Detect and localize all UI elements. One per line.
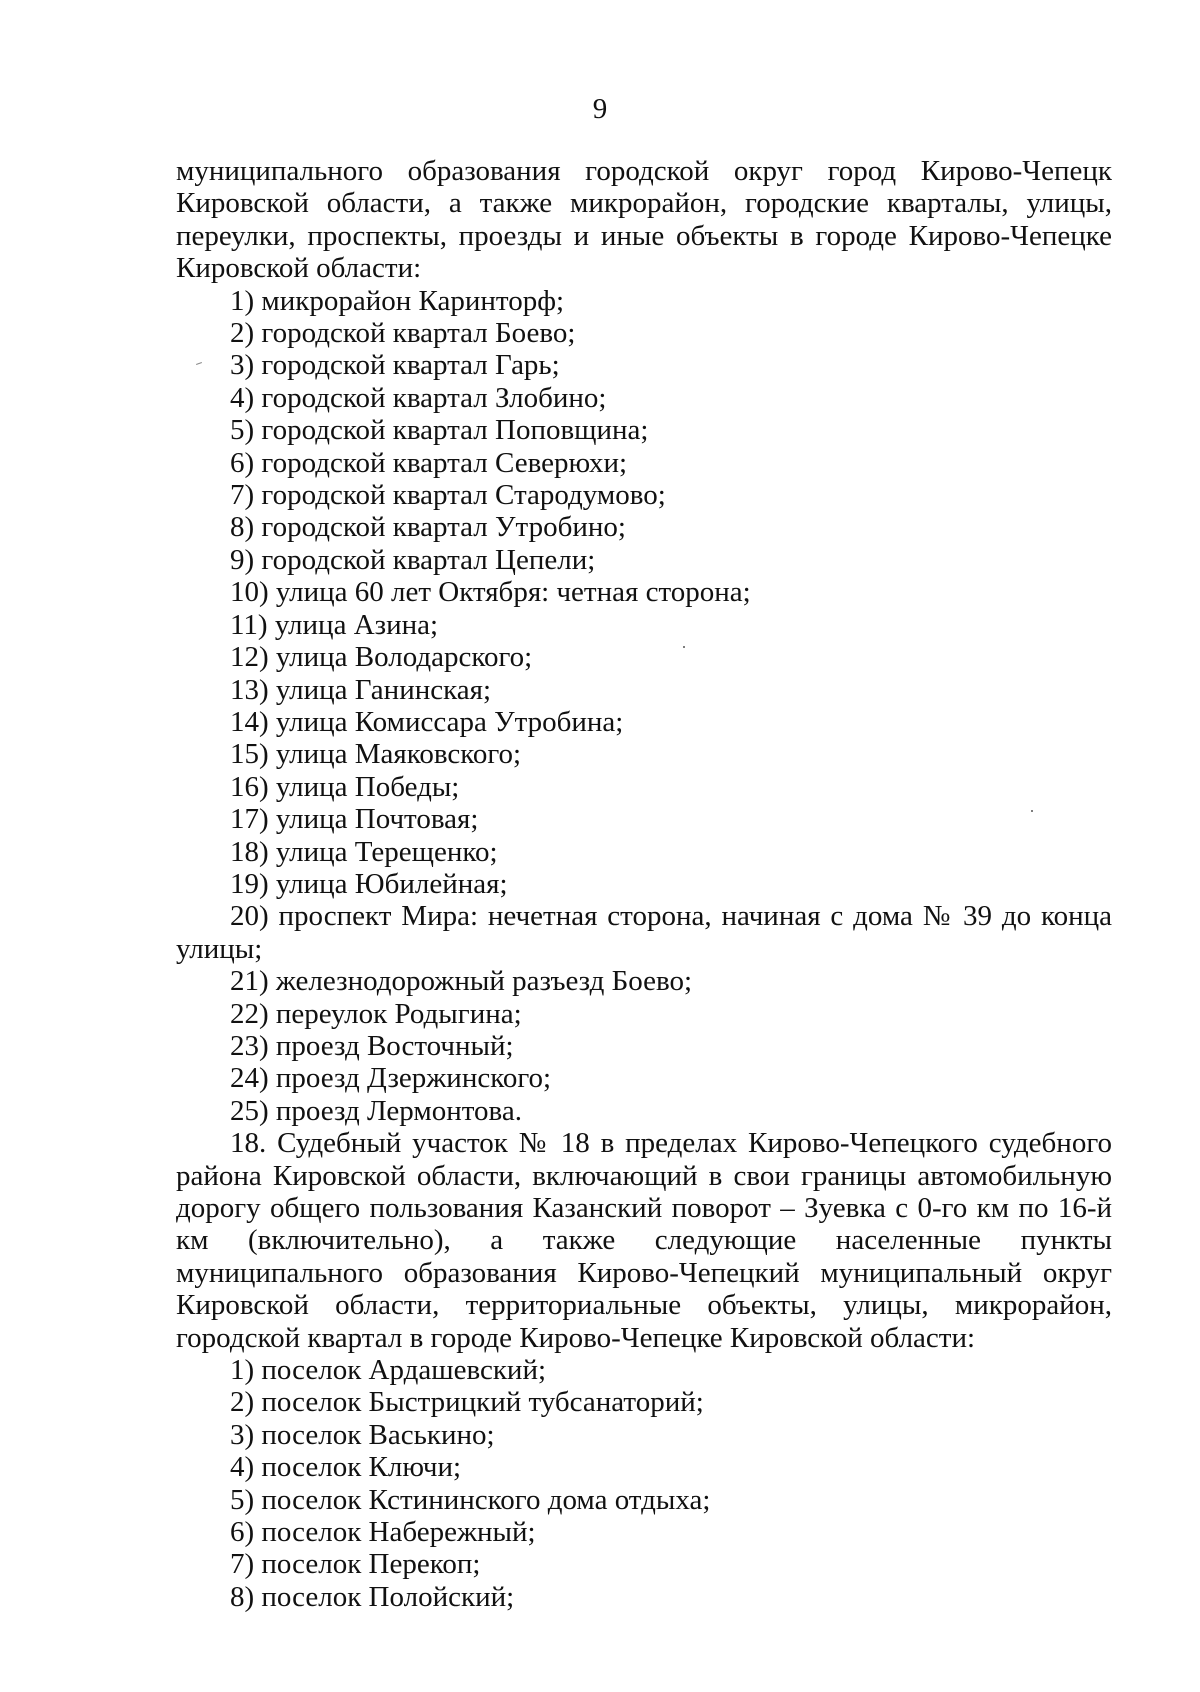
list-item: 2) городской квартал Боево;	[230, 317, 576, 350]
list-item: 19) улица Юбилейная;	[230, 867, 508, 900]
list-item: 4) городской квартал Злобино;	[230, 381, 607, 414]
list-item: 9) городской квартал Цепели;	[230, 543, 596, 576]
list-item: 23) проезд Восточный;	[230, 1029, 514, 1062]
list-item: 11) улица Азина;	[230, 608, 439, 641]
list-item: 1) микрорайон Каринторф;	[230, 284, 565, 317]
intro-paragraph: муниципального образования городской округ город Кирово-Чепецк Кировской области, а также микрорайон, городские кварталы, улицы, переулки, проспекты, проезды и иные объекты в городе Кирово-Чепецке Кировской области:	[176, 155, 1112, 285]
list-item: 8) поселок Полойский;	[230, 1580, 515, 1613]
document-body	[176, 155, 1112, 1613]
list-item: 21) железнодорожный разъезд Боево;	[230, 965, 693, 998]
list-item: 22) переулок Родыгина;	[230, 997, 522, 1030]
list-item: 5) поселок Кстининского дома отдыха;	[230, 1483, 711, 1516]
list-item: 6) городской квартал Северюхи;	[230, 446, 628, 479]
section-18-paragraph: 18. Судебный участок № 18 в пределах Кирово-Чепецкого судебного района Кировской области, включающий в свои границы автомобильную дорогу общего пользования Казанский поворот – Зуевка с 0-го км по 16-й км (включительно), а также следующие населенные пункты муниципального образования Кирово-Чепецкий муниципальный округ Кировской области, территориальные объекты, улицы, микрорайон, городской квартал в городе Кирово-Чепецке Кировской области:	[176, 1127, 1112, 1354]
list-item: 18) улица Терещенко;	[230, 835, 498, 868]
page-number: 9	[592, 93, 608, 125]
list-item: 16) улица Победы;	[230, 770, 460, 803]
list-item: 8) городской квартал Утробино;	[230, 511, 626, 544]
list-item: 12) улица Володарского;	[230, 641, 533, 674]
list-item: 17) улица Почтовая;	[230, 803, 479, 836]
list-item: 4) поселок Ключи;	[230, 1451, 462, 1484]
list-second	[176, 1354, 1112, 1613]
list-first	[176, 285, 1112, 1128]
scan-mark	[1031, 810, 1033, 812]
list-item: 3) поселок Васькино;	[230, 1418, 495, 1451]
list-item: 15) улица Маяковского;	[230, 738, 522, 771]
list-item: 7) городской квартал Стародумово;	[230, 479, 666, 512]
list-item: 14) улица Комиссара Утробина;	[230, 705, 624, 738]
list-item: 25) проезд Лермонтова.	[230, 1094, 522, 1127]
list-item: 24) проезд Дзержинского;	[230, 1062, 552, 1095]
list-item: 10) улица 60 лет Октября: четная сторона;	[230, 576, 751, 609]
list-item: 6) поселок Набережный;	[230, 1516, 536, 1549]
list-item: 2) поселок Быстрицкий тубсанаторий;	[230, 1386, 704, 1419]
scan-mark	[683, 646, 685, 648]
list-item: 13) улица Ганинская;	[230, 673, 492, 706]
list-item: 3) городской квартал Гарь;	[230, 349, 560, 382]
list-item: 5) городской квартал Поповщина;	[230, 414, 649, 447]
list-item: 1) поселок Ардашевский;	[230, 1354, 547, 1387]
list-item: 7) поселок Перекоп;	[230, 1548, 481, 1581]
list-item-wrapped: 20) проспект Мира: нечетная сторона, начиная с дома № 39 до конца улицы;	[176, 900, 1112, 965]
